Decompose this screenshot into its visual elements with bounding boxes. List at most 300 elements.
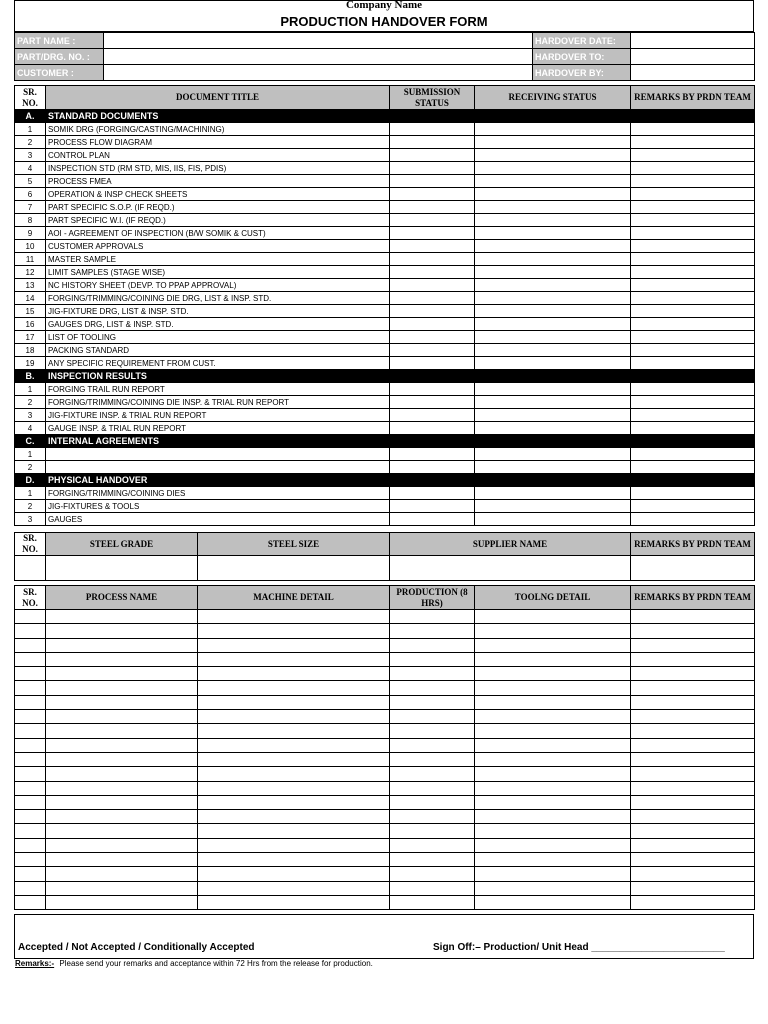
sr-cell[interactable]: [15, 724, 46, 738]
documents-table: [14, 85, 755, 526]
remarks-cell[interactable]: [631, 738, 755, 752]
receiving-status-cell[interactable]: [475, 188, 631, 201]
remarks-cell[interactable]: [631, 318, 755, 331]
header-sr-no: SR. NO.: [15, 86, 46, 110]
submission-status-cell[interactable]: [390, 500, 475, 513]
machine-detail-cell[interactable]: [198, 838, 390, 852]
document-row: [15, 448, 755, 461]
tooling-detail-cell[interactable]: [475, 752, 631, 766]
tooling-detail-cell[interactable]: [475, 881, 631, 895]
submission-status-cell[interactable]: [390, 136, 475, 149]
remarks-cell[interactable]: [631, 279, 755, 292]
process-name-cell[interactable]: [46, 824, 198, 838]
row-number: 1: [15, 487, 46, 500]
row-number: 3: [15, 513, 46, 526]
document-title: JIG-FIXTURE DRG, LIST & INSP. STD.: [46, 305, 390, 318]
machine-detail-cell[interactable]: [198, 810, 390, 824]
receiving-status-cell[interactable]: [475, 344, 631, 357]
process-name-cell[interactable]: [46, 695, 198, 709]
part-drg-no-field[interactable]: [104, 49, 533, 65]
section-letter: C.: [15, 435, 46, 448]
machine-detail-cell[interactable]: [198, 895, 390, 909]
submission-status-cell[interactable]: [390, 123, 475, 136]
sr-cell[interactable]: [15, 824, 46, 838]
header-remarks: REMARKS BY PRDN TEAM: [631, 86, 755, 110]
receiving-status-cell[interactable]: [475, 500, 631, 513]
document-title: LIST OF TOOLING: [46, 331, 390, 344]
process-row: [15, 838, 755, 852]
remarks-cell[interactable]: [631, 292, 755, 305]
process-row: [15, 867, 755, 881]
sr-cell[interactable]: [15, 624, 46, 638]
document-row: [15, 461, 755, 474]
remarks-cell[interactable]: [631, 253, 755, 266]
submission-status-cell[interactable]: [390, 175, 475, 188]
steel-header-remarks: REMARKS BY PRDN TEAM: [631, 533, 755, 556]
sr-cell[interactable]: [15, 767, 46, 781]
document-title: GAUGES: [46, 513, 390, 526]
production-cell[interactable]: [390, 667, 475, 681]
machine-detail-cell[interactable]: [198, 681, 390, 695]
section-name: INTERNAL AGREEMENTS: [46, 435, 755, 448]
signoff-line: Sign Off:– Production/ Unit Head ________________________: [433, 942, 725, 953]
process-row: [15, 795, 755, 809]
process-name-cell[interactable]: [46, 752, 198, 766]
submission-status-cell[interactable]: [390, 253, 475, 266]
machine-detail-cell[interactable]: [198, 867, 390, 881]
tooling-detail-cell[interactable]: [475, 695, 631, 709]
row-number: 4: [15, 162, 46, 175]
submission-status-cell[interactable]: [390, 344, 475, 357]
row-number: 2: [15, 500, 46, 513]
remarks-cell[interactable]: [631, 123, 755, 136]
remarks-cell[interactable]: [631, 824, 755, 838]
remarks-cell[interactable]: [631, 724, 755, 738]
document-row: [15, 513, 755, 526]
tooling-detail-cell[interactable]: [475, 724, 631, 738]
production-cell[interactable]: [390, 752, 475, 766]
tooling-detail-cell[interactable]: [475, 838, 631, 852]
sr-cell[interactable]: [15, 810, 46, 824]
section-header: [15, 370, 755, 383]
process-name-cell[interactable]: [46, 781, 198, 795]
process-name-cell[interactable]: [46, 810, 198, 824]
machine-detail-cell[interactable]: [198, 795, 390, 809]
remarks-cell[interactable]: [631, 795, 755, 809]
process-name-cell[interactable]: [46, 624, 198, 638]
machine-detail-cell[interactable]: [198, 638, 390, 652]
process-name-cell[interactable]: [46, 838, 198, 852]
document-row: [15, 123, 755, 136]
production-cell[interactable]: [390, 638, 475, 652]
production-cell[interactable]: [390, 853, 475, 867]
remarks-cell[interactable]: [631, 638, 755, 652]
steel-cell-supplier[interactable]: [390, 556, 631, 581]
process-row: [15, 824, 755, 838]
process-row: [15, 724, 755, 738]
process-name-cell[interactable]: [46, 652, 198, 666]
sr-cell[interactable]: [15, 638, 46, 652]
remarks-cell[interactable]: [631, 667, 755, 681]
process-header-name: PROCESS NAME: [46, 586, 198, 610]
customer-field[interactable]: [104, 65, 533, 81]
remarks-cell[interactable]: [631, 344, 755, 357]
form-title: PRODUCTION HANDOVER FORM: [280, 14, 488, 29]
production-cell[interactable]: [390, 624, 475, 638]
document-row: [15, 201, 755, 214]
process-row: [15, 624, 755, 638]
remarks-cell[interactable]: [631, 500, 755, 513]
remarks-cell[interactable]: [631, 149, 755, 162]
sr-cell[interactable]: [15, 610, 46, 624]
sr-cell[interactable]: [15, 795, 46, 809]
tooling-detail-cell[interactable]: [475, 681, 631, 695]
submission-status-cell[interactable]: [390, 448, 475, 461]
row-number: 17: [15, 331, 46, 344]
process-name-cell[interactable]: [46, 867, 198, 881]
sr-cell[interactable]: [15, 710, 46, 724]
row-number: 1: [15, 123, 46, 136]
tooling-detail-cell[interactable]: [475, 652, 631, 666]
document-row: [15, 136, 755, 149]
remarks-cell[interactable]: [631, 695, 755, 709]
machine-detail-cell[interactable]: [198, 710, 390, 724]
document-title: INSPECTION STD (RM STD, MIS, IIS, FIS, PDIS): [46, 162, 390, 175]
handover-by-field[interactable]: [631, 65, 755, 81]
process-row: [15, 810, 755, 824]
machine-detail-cell[interactable]: [198, 767, 390, 781]
tooling-detail-cell[interactable]: [475, 767, 631, 781]
machine-detail-cell[interactable]: [198, 824, 390, 838]
submission-status-cell[interactable]: [390, 188, 475, 201]
submission-status-cell[interactable]: [390, 422, 475, 435]
production-cell[interactable]: [390, 795, 475, 809]
production-cell[interactable]: [390, 867, 475, 881]
row-number: 3: [15, 149, 46, 162]
remarks-note: [15, 959, 373, 968]
tooling-detail-cell[interactable]: [475, 895, 631, 909]
machine-detail-cell[interactable]: [198, 652, 390, 666]
steel-cell-grade[interactable]: [46, 556, 198, 581]
remarks-cell[interactable]: [631, 781, 755, 795]
submission-status-cell[interactable]: [390, 279, 475, 292]
remarks-cell[interactable]: [631, 240, 755, 253]
process-name-cell[interactable]: [46, 724, 198, 738]
receiving-status-cell[interactable]: [475, 461, 631, 474]
sr-cell[interactable]: [15, 867, 46, 881]
submission-status-cell[interactable]: [390, 409, 475, 422]
tooling-detail-cell[interactable]: [475, 824, 631, 838]
row-number: 19: [15, 357, 46, 370]
submission-status-cell[interactable]: [390, 318, 475, 331]
remarks-cell[interactable]: [631, 396, 755, 409]
document-title: OPERATION & INSP CHECK SHEETS: [46, 188, 390, 201]
handover-date-field[interactable]: [631, 33, 755, 49]
submission-status-cell[interactable]: [390, 214, 475, 227]
tooling-detail-cell[interactable]: [475, 867, 631, 881]
document-row: [15, 500, 755, 513]
document-title: NC HISTORY SHEET (DEVP. TO PPAP APPROVAL): [46, 279, 390, 292]
header-submission-status: SUBMISSION STATUS: [390, 86, 475, 110]
remarks-cell[interactable]: [631, 838, 755, 852]
sr-cell[interactable]: [15, 738, 46, 752]
remarks-cell[interactable]: [631, 409, 755, 422]
machine-detail-cell[interactable]: [198, 738, 390, 752]
document-title: FORGING/TRIMMING/COINING DIES: [46, 487, 390, 500]
row-number: 2: [15, 396, 46, 409]
submission-status-cell[interactable]: [390, 292, 475, 305]
document-row: [15, 253, 755, 266]
acceptance-options[interactable]: Accepted / Not Accepted / Conditionally Accepted: [18, 942, 255, 953]
row-number: 14: [15, 292, 46, 305]
tooling-detail-cell[interactable]: [475, 795, 631, 809]
production-cell[interactable]: [390, 895, 475, 909]
section-name: INSPECTION RESULTS: [46, 370, 755, 383]
tooling-detail-cell[interactable]: [475, 738, 631, 752]
header-document-title: DOCUMENT TITLE: [46, 86, 390, 110]
submission-status-cell[interactable]: [390, 357, 475, 370]
document-title: AOI - AGREEMENT OF INSPECTION (B/W SOMIK & CUST): [46, 227, 390, 240]
process-name-cell[interactable]: [46, 895, 198, 909]
section-letter: B.: [15, 370, 46, 383]
receiving-status-cell[interactable]: [475, 331, 631, 344]
document-row: [15, 331, 755, 344]
receiving-status-cell[interactable]: [475, 123, 631, 136]
tooling-detail-cell[interactable]: [475, 610, 631, 624]
tooling-detail-cell[interactable]: [475, 710, 631, 724]
machine-detail-cell[interactable]: [198, 695, 390, 709]
remarks-cell[interactable]: [631, 448, 755, 461]
tooling-detail-cell[interactable]: [475, 853, 631, 867]
machine-detail-cell[interactable]: [198, 752, 390, 766]
production-cell[interactable]: [390, 724, 475, 738]
tooling-detail-cell[interactable]: [475, 810, 631, 824]
process-name-cell[interactable]: [46, 767, 198, 781]
remarks-cell[interactable]: [631, 610, 755, 624]
production-cell[interactable]: [390, 610, 475, 624]
receiving-status-cell[interactable]: [475, 357, 631, 370]
document-title: LIMIT SAMPLES (STAGE WISE): [46, 266, 390, 279]
submission-status-cell[interactable]: [390, 305, 475, 318]
receiving-status-cell[interactable]: [475, 240, 631, 253]
machine-detail-cell[interactable]: [198, 624, 390, 638]
remarks-cell[interactable]: [631, 810, 755, 824]
process-name-cell[interactable]: [46, 667, 198, 681]
remarks-cell[interactable]: [631, 136, 755, 149]
row-number: 7: [15, 201, 46, 214]
steel-cell-size[interactable]: [198, 556, 390, 581]
handover-date-label: HARDOVER DATE:: [533, 33, 631, 49]
section-header: [15, 110, 755, 123]
remarks-label: Remarks:-: [15, 959, 55, 968]
machine-detail-cell[interactable]: [198, 667, 390, 681]
submission-status-cell[interactable]: [390, 461, 475, 474]
tooling-detail-cell[interactable]: [475, 638, 631, 652]
machine-detail-cell[interactable]: [198, 881, 390, 895]
document-title: JIG-FIXTURES & TOOLS: [46, 500, 390, 513]
production-cell[interactable]: [390, 681, 475, 695]
remarks-cell[interactable]: [631, 681, 755, 695]
receiving-status-cell[interactable]: [475, 396, 631, 409]
process-name-cell[interactable]: [46, 795, 198, 809]
document-row: [15, 292, 755, 305]
receiving-status-cell[interactable]: [475, 227, 631, 240]
document-row: [15, 149, 755, 162]
remarks-cell[interactable]: [631, 422, 755, 435]
receiving-status-cell[interactable]: [475, 448, 631, 461]
submission-status-cell[interactable]: [390, 149, 475, 162]
submission-status-cell[interactable]: [390, 227, 475, 240]
remarks-cell[interactable]: [631, 867, 755, 881]
process-row: [15, 752, 755, 766]
receiving-status-cell[interactable]: [475, 318, 631, 331]
submission-status-cell[interactable]: [390, 162, 475, 175]
remarks-cell[interactable]: [631, 175, 755, 188]
receiving-status-cell[interactable]: [475, 266, 631, 279]
receiving-status-cell[interactable]: [475, 149, 631, 162]
submission-status-cell[interactable]: [390, 513, 475, 526]
process-header-tooling: TOOLNG DETAIL: [475, 586, 631, 610]
production-cell[interactable]: [390, 881, 475, 895]
remarks-cell[interactable]: [631, 227, 755, 240]
remarks-cell[interactable]: [631, 331, 755, 344]
tooling-detail-cell[interactable]: [475, 624, 631, 638]
submission-status-cell[interactable]: [390, 240, 475, 253]
process-name-cell[interactable]: [46, 738, 198, 752]
tooling-detail-cell[interactable]: [475, 781, 631, 795]
submission-status-cell[interactable]: [390, 383, 475, 396]
receiving-status-cell[interactable]: [475, 292, 631, 305]
part-name-field[interactable]: [104, 33, 533, 49]
document-row: [15, 175, 755, 188]
sr-cell[interactable]: [15, 752, 46, 766]
machine-detail-cell[interactable]: [198, 724, 390, 738]
receiving-status-cell[interactable]: [475, 383, 631, 396]
document-title: PROCESS FMEA: [46, 175, 390, 188]
remarks-cell[interactable]: [631, 881, 755, 895]
row-number: 13: [15, 279, 46, 292]
receiving-status-cell[interactable]: [475, 162, 631, 175]
process-name-cell[interactable]: [46, 881, 198, 895]
process-header-machine: MACHINE DETAIL: [198, 586, 390, 610]
process-row: [15, 695, 755, 709]
receiving-status-cell[interactable]: [475, 136, 631, 149]
receiving-status-cell[interactable]: [475, 409, 631, 422]
process-table: [14, 585, 755, 910]
document-row: [15, 383, 755, 396]
process-row: [15, 895, 755, 909]
receiving-status-cell[interactable]: [475, 487, 631, 500]
production-cell[interactable]: [390, 824, 475, 838]
remarks-cell[interactable]: [631, 201, 755, 214]
sr-cell[interactable]: [15, 652, 46, 666]
remarks-cell[interactable]: [631, 383, 755, 396]
remarks-cell[interactable]: [631, 895, 755, 909]
row-number: 1: [15, 383, 46, 396]
sr-cell[interactable]: [15, 895, 46, 909]
remarks-cell[interactable]: [631, 357, 755, 370]
receiving-status-cell[interactable]: [475, 201, 631, 214]
receiving-status-cell[interactable]: [475, 175, 631, 188]
tooling-detail-cell[interactable]: [475, 667, 631, 681]
machine-detail-cell[interactable]: [198, 610, 390, 624]
remarks-cell[interactable]: [631, 188, 755, 201]
handover-to-field[interactable]: [631, 49, 755, 65]
document-title: JIG-FIXTURE INSP. & TRIAL RUN REPORT: [46, 409, 390, 422]
process-header-production: PRODUCTION (8 HRS): [390, 586, 475, 610]
production-cell[interactable]: [390, 710, 475, 724]
machine-detail-cell[interactable]: [198, 853, 390, 867]
production-cell[interactable]: [390, 838, 475, 852]
receiving-status-cell[interactable]: [475, 513, 631, 526]
process-name-cell[interactable]: [46, 710, 198, 724]
machine-detail-cell[interactable]: [198, 781, 390, 795]
steel-cell-remarks[interactable]: [631, 556, 755, 581]
receiving-status-cell[interactable]: [475, 305, 631, 318]
remarks-cell[interactable]: [631, 162, 755, 175]
document-title: CONTROL PLAN: [46, 149, 390, 162]
part-name-label: PART NAME :: [15, 33, 104, 49]
receiving-status-cell[interactable]: [475, 253, 631, 266]
process-name-cell[interactable]: [46, 638, 198, 652]
remarks-cell[interactable]: [631, 461, 755, 474]
sr-cell[interactable]: [15, 681, 46, 695]
steel-cell-sr[interactable]: [15, 556, 46, 581]
submission-status-cell[interactable]: [390, 396, 475, 409]
document-title: PROCESS FLOW DIAGRAM: [46, 136, 390, 149]
remarks-cell[interactable]: [631, 214, 755, 227]
sr-cell[interactable]: [15, 695, 46, 709]
remarks-cell[interactable]: [631, 853, 755, 867]
submission-status-cell[interactable]: [390, 331, 475, 344]
process-name-cell[interactable]: [46, 681, 198, 695]
production-cell[interactable]: [390, 652, 475, 666]
process-name-cell[interactable]: [46, 853, 198, 867]
sr-cell[interactable]: [15, 853, 46, 867]
process-row: [15, 610, 755, 624]
production-cell[interactable]: [390, 767, 475, 781]
receiving-status-cell[interactable]: [475, 422, 631, 435]
sr-cell[interactable]: [15, 838, 46, 852]
remarks-cell[interactable]: [631, 513, 755, 526]
sr-cell[interactable]: [15, 667, 46, 681]
sr-cell[interactable]: [15, 781, 46, 795]
remarks-cell[interactable]: [631, 652, 755, 666]
receiving-status-cell[interactable]: [475, 279, 631, 292]
document-title: [46, 461, 390, 474]
remarks-cell[interactable]: [631, 624, 755, 638]
production-cell[interactable]: [390, 781, 475, 795]
process-name-cell[interactable]: [46, 610, 198, 624]
submission-status-cell[interactable]: [390, 487, 475, 500]
submission-status-cell[interactable]: [390, 201, 475, 214]
remarks-cell[interactable]: [631, 266, 755, 279]
production-cell[interactable]: [390, 738, 475, 752]
submission-status-cell[interactable]: [390, 266, 475, 279]
remarks-cell[interactable]: [631, 767, 755, 781]
remarks-cell[interactable]: [631, 710, 755, 724]
remarks-cell[interactable]: [631, 752, 755, 766]
production-cell[interactable]: [390, 695, 475, 709]
remarks-cell[interactable]: [631, 305, 755, 318]
document-title: CUSTOMER APPROVALS: [46, 240, 390, 253]
process-header-sr-no: SR. NO.: [15, 586, 46, 610]
row-number: 2: [15, 461, 46, 474]
receiving-status-cell[interactable]: [475, 214, 631, 227]
production-cell[interactable]: [390, 810, 475, 824]
sr-cell[interactable]: [15, 881, 46, 895]
remarks-cell[interactable]: [631, 487, 755, 500]
